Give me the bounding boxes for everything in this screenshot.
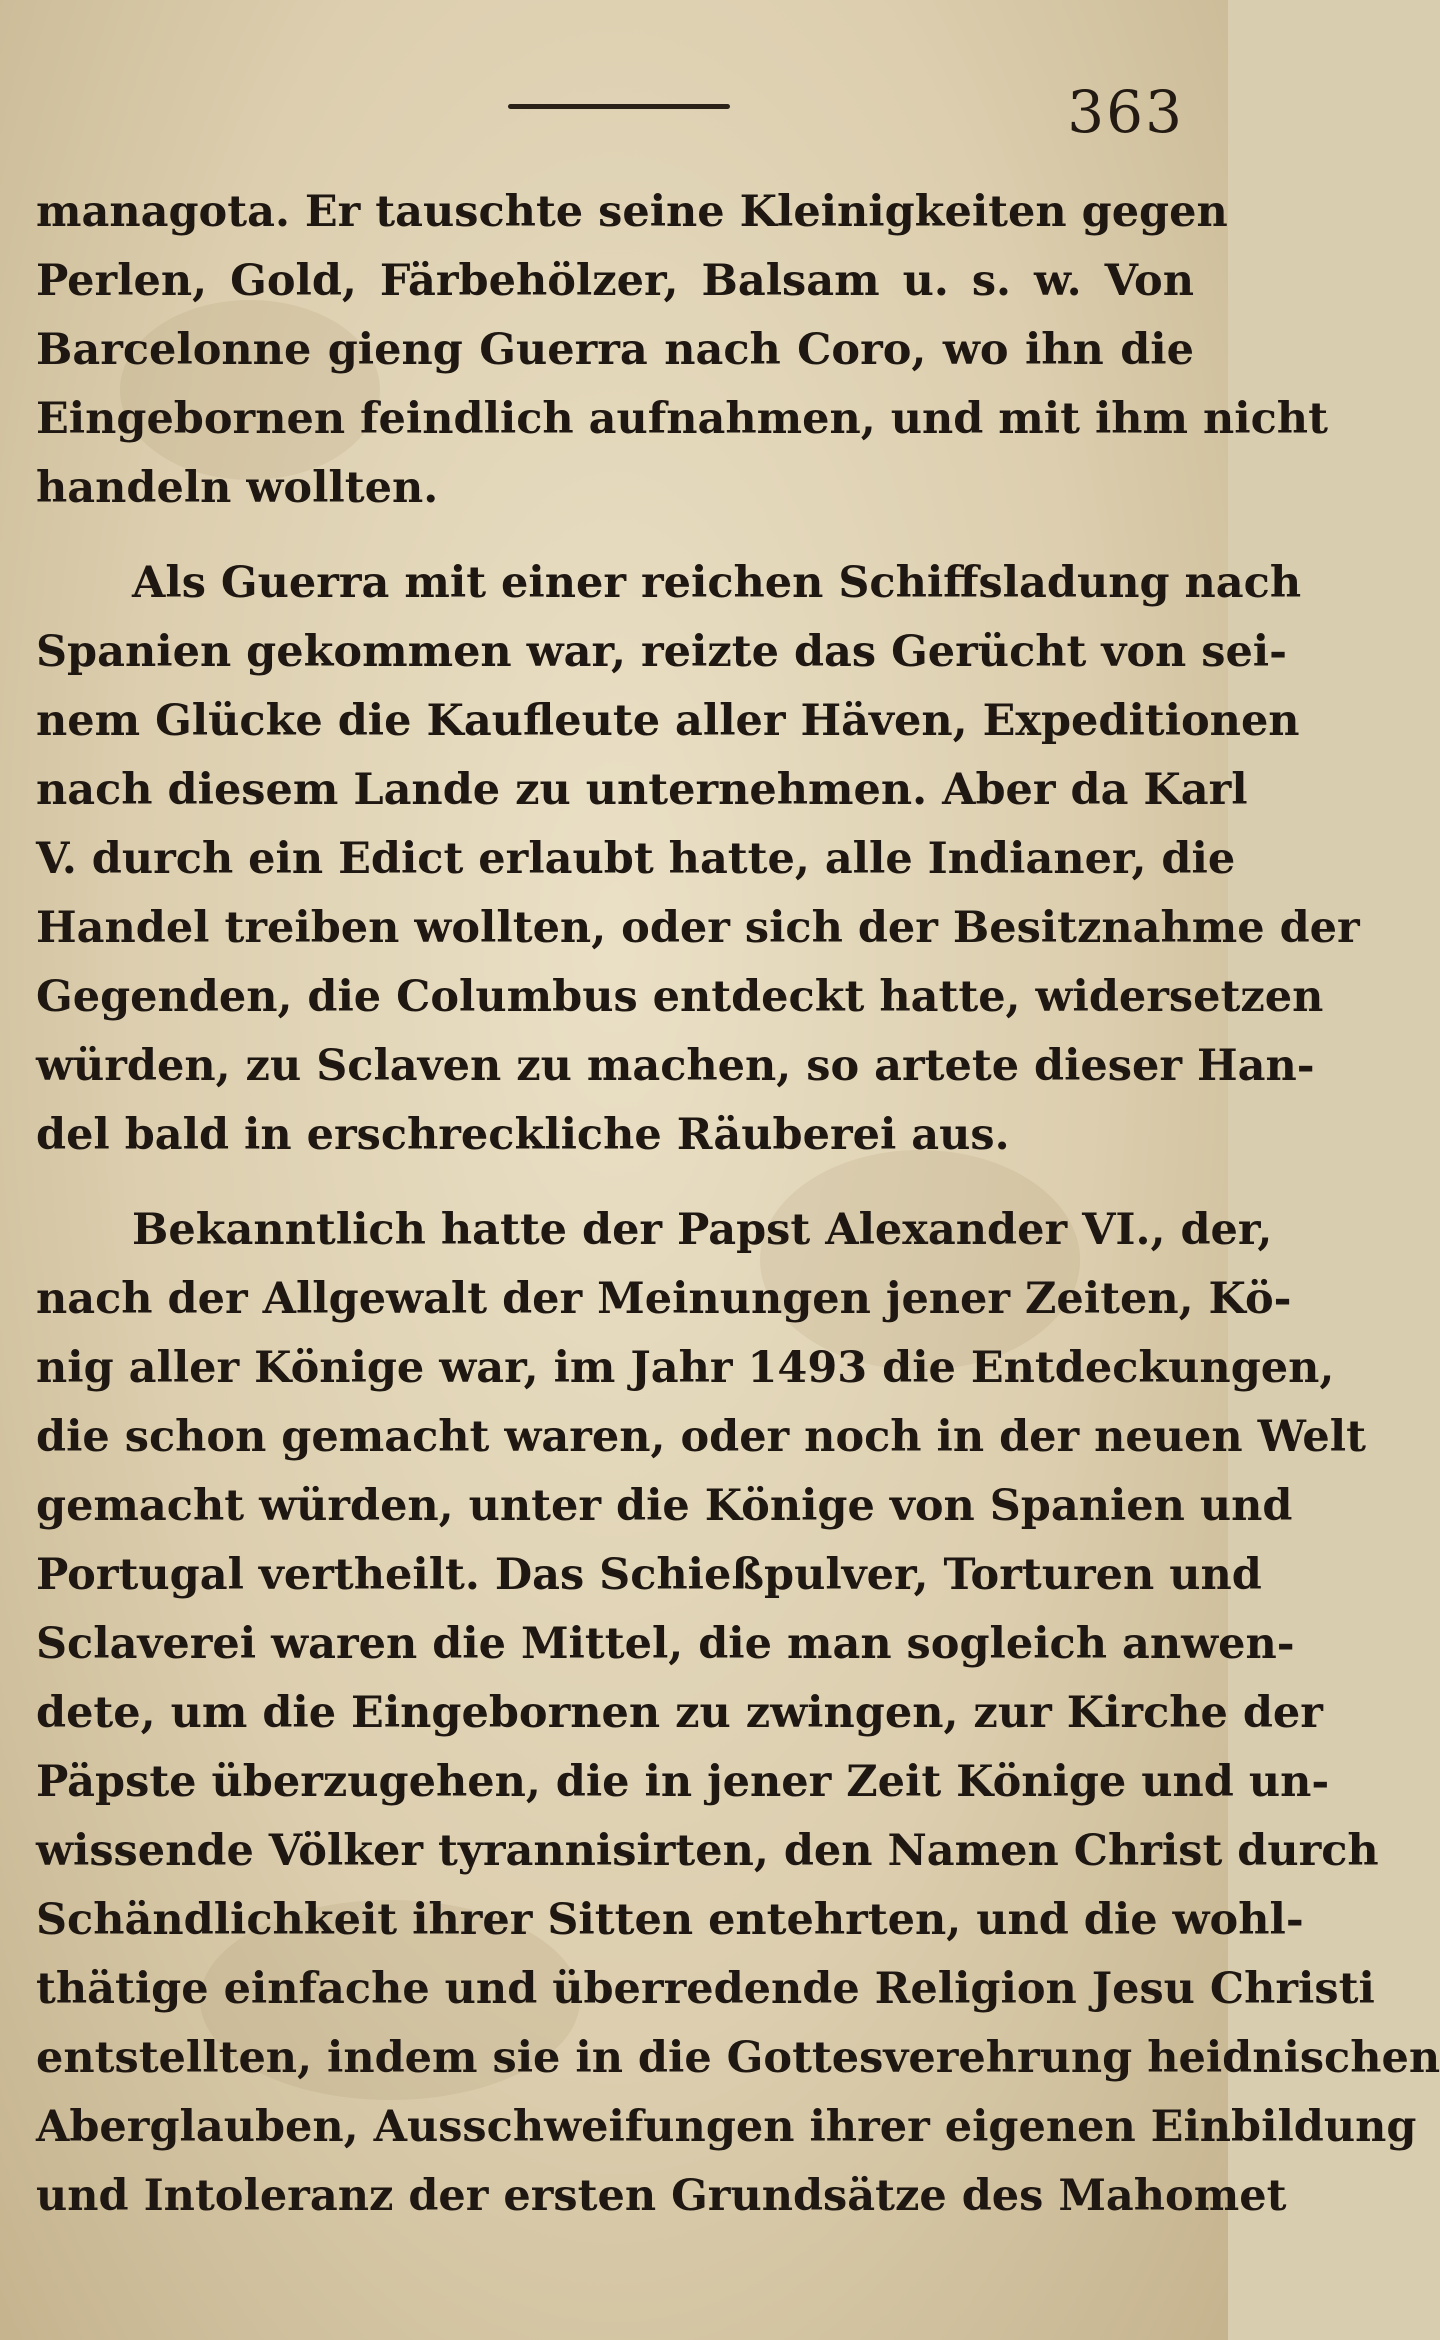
text-line: Päpste überzugehen, die in jener Zeit Könige und un- <box>36 1757 1330 1807</box>
text-line: Gegenden, die Columbus entdeckt hatte, widersetzen <box>36 972 1324 1022</box>
text-line: dete, um die Eingebornen zu zwingen, zur Kirche der <box>36 1688 1323 1738</box>
text-line: V. durch ein Edict erlaubt hatte, alle Indianer, die <box>36 834 1236 884</box>
text-line: nem Glücke die Kaufleute aller Häven, Expeditionen <box>36 696 1300 746</box>
text-line: Aberglauben, Ausschweifungen ihrer eigenen Einbildung <box>36 2102 1417 2152</box>
body-text <box>36 178 1440 2231</box>
text-line: Eingebornen feindlich aufnahmen, und mit ihm nicht <box>36 394 1328 444</box>
text-line: del bald in erschreckliche Räuberei aus. <box>36 1110 1010 1160</box>
text-line: gemacht würden, unter die Könige von Spanien und <box>36 1481 1293 1531</box>
text-line: nach diesem Lande zu unternehmen. Aber da Karl <box>36 765 1248 815</box>
text-line: Bekanntlich hatte der Papst Alexander VI., der, <box>132 1205 1273 1255</box>
text-line: die schon gemacht waren, oder noch in der neuen Welt <box>36 1412 1366 1462</box>
text-line: Handel treiben wollten, oder sich der Besitznahme der <box>36 903 1360 953</box>
page-number: 363 <box>1067 78 1184 146</box>
text-line: entstellten, indem sie in die Gottesverehrung heidnischen <box>36 2033 1440 2083</box>
paragraph <box>36 549 1360 1170</box>
text-line: managota. Er tauschte seine Kleinigkeiten gegen <box>36 187 1228 237</box>
text-line: würden, zu Sclaven zu machen, so artete dieser Han- <box>36 1041 1315 1091</box>
paragraph-gap <box>36 1170 1194 1196</box>
text-line: Sclaverei waren die Mittel, die man sogleich anwen- <box>36 1619 1295 1669</box>
text-line: nach der Allgewalt der Meinungen jener Zeiten, Kö- <box>36 1274 1292 1324</box>
paragraph-gap <box>36 523 1194 549</box>
text-line: handeln wollten. <box>36 463 439 513</box>
text-line: wissende Völker tyrannisirten, den Namen Christ durch <box>36 1826 1379 1876</box>
text-line: Perlen, Gold, Färbehölzer, Balsam u. s. w. Von <box>36 256 1194 306</box>
text-line: thätige einfache und überredende Religion Jesu Christi <box>36 1964 1375 2014</box>
text-line: Schändlichkeit ihrer Sitten entehrten, und die wohl- <box>36 1895 1304 1945</box>
paragraph <box>36 1196 1440 2231</box>
text-line: nig aller Könige war, im Jahr 1493 die Entdeckungen, <box>36 1343 1335 1393</box>
text-line: Portugal vertheilt. Das Schießpulver, Torturen und <box>36 1550 1262 1600</box>
text-line: Barcelonne gieng Guerra nach Coro, wo ihn die <box>36 325 1194 375</box>
text-line: Spanien gekommen war, reizte das Gerücht von sei- <box>36 627 1287 677</box>
text-line: und Intoleranz der ersten Grundsätze des Mahomet <box>36 2171 1287 2221</box>
paragraph <box>36 178 1328 523</box>
header-rule <box>508 104 730 109</box>
text-line: Als Guerra mit einer reichen Schiffsladung nach <box>132 558 1302 608</box>
